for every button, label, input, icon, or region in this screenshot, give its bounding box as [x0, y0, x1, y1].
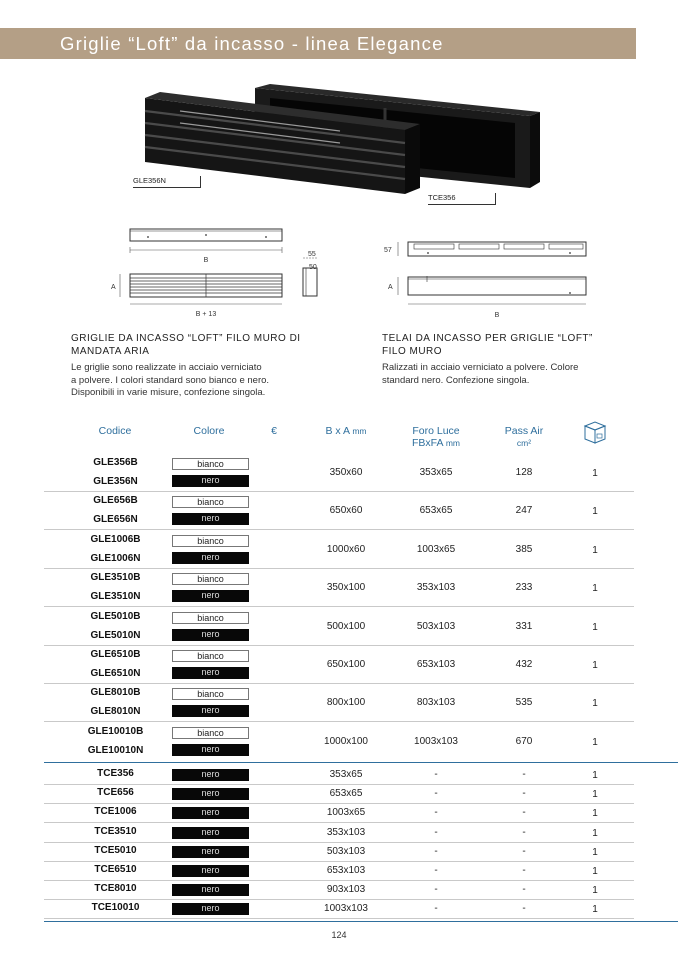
quantity-value: 1: [592, 698, 598, 710]
product-code: GLE3510B: [90, 572, 141, 584]
grille-heading-line2: MANDATA ARIA: [71, 345, 150, 357]
dimension-foro: -: [434, 865, 438, 876]
dim-50-label: 50: [309, 264, 317, 271]
quantity-value: 1: [592, 660, 598, 671]
dimension-bxa: 650x60: [329, 505, 363, 517]
pass-air-value: -: [522, 807, 526, 819]
foro-sub: FBxFA: [411, 437, 443, 449]
pass-air-value: -: [522, 788, 526, 800]
color-chip-white: bianco: [172, 535, 249, 547]
quantity-value: 1: [592, 789, 598, 801]
frame-desc-line1: Ralizzati in acciaio verniciato a polvere. Colore: [382, 362, 579, 373]
color-chip-white: bianco: [172, 612, 249, 624]
dimension-bxa: 350x60: [329, 467, 363, 478]
pass-air-value: 385: [515, 543, 533, 555]
dimension-bxa: 1000x100: [324, 735, 368, 747]
grille-description: [71, 362, 269, 400]
dimension-bxa: 353x103: [326, 826, 366, 838]
photo-label-tce: TCE356: [428, 193, 496, 205]
dimension-foro: 803x103: [416, 697, 456, 709]
frame-heading-line2: FILO MURO: [382, 345, 443, 357]
color-chip-black: nero: [172, 705, 249, 717]
pass-label: Pass Air: [504, 425, 544, 437]
quantity-value: 1: [592, 770, 598, 781]
color-chip-black: nero: [172, 846, 249, 858]
bxa-unit: mm: [352, 426, 367, 436]
dim-a-label-2: A: [388, 284, 393, 291]
frame-description: [382, 362, 578, 387]
pass-air-value: 670: [515, 735, 533, 747]
col-header-pass: [488, 425, 560, 449]
color-chip-black: nero: [172, 629, 249, 641]
row-divider: [44, 880, 634, 881]
color-chip-black: nero: [172, 475, 249, 487]
photo-label-gle: GLE356N: [133, 176, 201, 188]
product-code: GLE10010B: [87, 725, 144, 737]
color-chip-black: nero: [172, 884, 249, 896]
pass-air-value: 535: [515, 697, 533, 709]
quantity-value: 1: [592, 885, 598, 897]
dim-a-label: A: [111, 284, 116, 291]
grille-heading-line1: GRIGLIE DA INCASSO “LOFT” FILO MURO DI: [71, 333, 301, 344]
row-divider: [44, 491, 634, 492]
color-chip-white: bianco: [172, 496, 249, 508]
pass-air-value: -: [522, 845, 526, 857]
product-code: GLE6510N: [90, 668, 141, 679]
frame-code: TCE10010: [91, 902, 140, 914]
quantity-value: 1: [592, 583, 598, 595]
pass-air-value: 233: [515, 582, 533, 594]
color-chip-black: nero: [172, 590, 249, 602]
frame-heading-line1: TELAI DA INCASSO PER GRIGLIE “LOFT”: [382, 333, 593, 344]
quantity-value: 1: [592, 846, 598, 858]
col-header-bxa: [306, 425, 386, 437]
grille-desc-line2: a polvere. I colori standard sono bianco e nero.: [71, 374, 270, 386]
pass-air-value: 247: [515, 505, 533, 517]
product-code: GLE5010B: [90, 610, 141, 622]
color-chip-black: nero: [172, 513, 249, 525]
product-code: GLE656B: [93, 495, 138, 507]
product-code: GLE356B: [93, 457, 138, 468]
col-header-foro: [396, 425, 476, 449]
pass-air-value: -: [522, 865, 526, 876]
pass-air-value: -: [522, 769, 526, 780]
grille-heading: [71, 333, 301, 358]
dim-b-label-2: B: [494, 312, 500, 319]
frame-code: TCE1006: [94, 806, 137, 818]
dimension-foro: 353x65: [419, 467, 453, 478]
color-chip-black: nero: [172, 769, 249, 781]
pass-air-value: -: [522, 903, 526, 915]
frame-code: TCE8010: [94, 883, 137, 895]
color-chip-black: nero: [172, 667, 249, 679]
quantity-value: 1: [592, 736, 598, 748]
row-divider: [44, 784, 634, 785]
grille-technical-drawing: [100, 222, 340, 322]
row-divider: [44, 721, 634, 722]
color-chip-white: bianco: [172, 573, 249, 585]
dimension-bxa: 1003x65: [326, 807, 366, 819]
quantity-value: 1: [592, 621, 598, 633]
product-code: GLE356N: [93, 476, 138, 487]
quantity-value: 1: [592, 904, 598, 916]
color-chip-black: nero: [172, 865, 249, 877]
frame-code: TCE656: [97, 787, 134, 799]
color-chip-black: nero: [172, 807, 249, 819]
col-header-codice: Codice: [98, 425, 132, 437]
row-divider: [44, 918, 634, 919]
pass-air-value: 432: [515, 659, 533, 670]
product-code: GLE1006N: [90, 552, 141, 564]
color-chip-black: nero: [172, 552, 249, 564]
product-code: GLE8010B: [90, 687, 141, 699]
dim-b13-label: B + 13: [195, 311, 217, 318]
dimension-foro: -: [434, 903, 438, 915]
dimension-bxa: 650x100: [326, 659, 366, 670]
product-code: GLE6510B: [90, 649, 141, 660]
page-number: 124: [331, 930, 347, 940]
quantity-value: 1: [592, 506, 598, 518]
dimension-bxa: 1003x103: [324, 903, 368, 915]
table-bottom-divider: [44, 921, 678, 922]
dimension-foro: 653x65: [419, 505, 453, 517]
color-chip-black: nero: [172, 788, 249, 800]
dimension-bxa: 800x100: [326, 697, 366, 709]
pass-unit: cm²: [516, 438, 532, 448]
dimension-foro: -: [434, 826, 438, 838]
product-code: GLE5010N: [90, 629, 141, 641]
color-chip-white: bianco: [172, 688, 249, 700]
color-chip-black: nero: [172, 827, 249, 839]
col-header-euro: €: [271, 425, 277, 437]
color-chip-black: nero: [172, 903, 249, 915]
foro-label: Foro Luce: [412, 425, 460, 437]
dimension-foro: -: [434, 788, 438, 800]
product-code: GLE10010N: [87, 744, 144, 756]
dimension-bxa: 653x103: [326, 865, 366, 876]
quantity-value: 1: [592, 866, 598, 877]
section-divider: [44, 762, 678, 763]
color-chip-white: bianco: [172, 727, 249, 739]
product-code: GLE3510N: [90, 591, 141, 603]
dimension-foro: -: [434, 845, 438, 857]
row-divider: [44, 568, 634, 569]
dimension-bxa: 1000x60: [326, 543, 366, 555]
color-chip-white: bianco: [172, 650, 249, 662]
row-divider: [44, 606, 634, 607]
dim-57-label: 57: [384, 247, 392, 254]
quantity-value: 1: [592, 827, 598, 839]
dimension-foro: 653x103: [416, 659, 456, 670]
quantity-value: 1: [592, 544, 598, 556]
pass-air-value: -: [522, 826, 526, 838]
dimension-foro: 1003x65: [416, 543, 456, 555]
pass-air-value: 331: [515, 620, 533, 632]
page-title: Griglie “Loft” da incasso - linea Elegance: [0, 28, 636, 59]
dimension-foro: 1003x103: [414, 735, 458, 747]
package-box-icon: [581, 418, 609, 446]
grille-desc-line1: Le griglie sono realizzate in acciaio verniciato: [71, 362, 262, 373]
dimension-foro: 353x103: [416, 582, 456, 594]
row-divider: [44, 529, 634, 530]
bxa-label: B x A: [325, 425, 350, 437]
row-divider: [44, 683, 634, 684]
pass-air-value: 128: [515, 467, 533, 478]
product-code: GLE656N: [93, 514, 138, 526]
dimension-bxa: 903x103: [326, 884, 366, 896]
dimension-bxa: 353x65: [329, 769, 363, 780]
frame-technical-drawing: [380, 232, 600, 322]
color-chip-white: bianco: [172, 458, 249, 470]
product-code: GLE1006B: [90, 533, 141, 545]
pass-air-value: -: [522, 884, 526, 896]
quantity-value: 1: [592, 808, 598, 820]
foro-unit: mm: [445, 438, 461, 448]
dimension-bxa: 503x103: [326, 845, 366, 857]
dim-55-label: 55: [308, 251, 316, 258]
dimension-foro: -: [434, 769, 438, 780]
frame-desc-line2: standard nero. Confezione singola.: [382, 374, 530, 386]
dimension-foro: -: [434, 884, 438, 896]
dim-b-label: B: [203, 257, 209, 264]
grille-desc-line3: Disponibili in varie misure, confezione singola.: [71, 387, 266, 398]
dimension-foro: -: [434, 807, 438, 819]
row-divider: [44, 803, 634, 804]
col-header-colore: Colore: [193, 425, 225, 437]
dimension-bxa: 653x65: [329, 788, 363, 800]
dimension-bxa: 500x100: [326, 620, 366, 632]
frame-heading: [382, 333, 593, 358]
row-divider: [44, 899, 634, 900]
frame-code: TCE3510: [94, 825, 137, 837]
row-divider: [44, 822, 634, 823]
dimension-bxa: 350x100: [326, 582, 366, 594]
row-divider: [44, 645, 634, 646]
frame-code: TCE5010: [94, 844, 137, 856]
quantity-value: 1: [592, 468, 598, 479]
frame-code: TCE6510: [94, 864, 137, 875]
row-divider: [44, 861, 634, 862]
color-chip-black: nero: [172, 744, 249, 756]
frame-code: TCE356: [97, 768, 134, 779]
product-code: GLE8010N: [90, 706, 141, 718]
dimension-foro: 503x103: [416, 620, 456, 632]
row-divider: [44, 842, 634, 843]
